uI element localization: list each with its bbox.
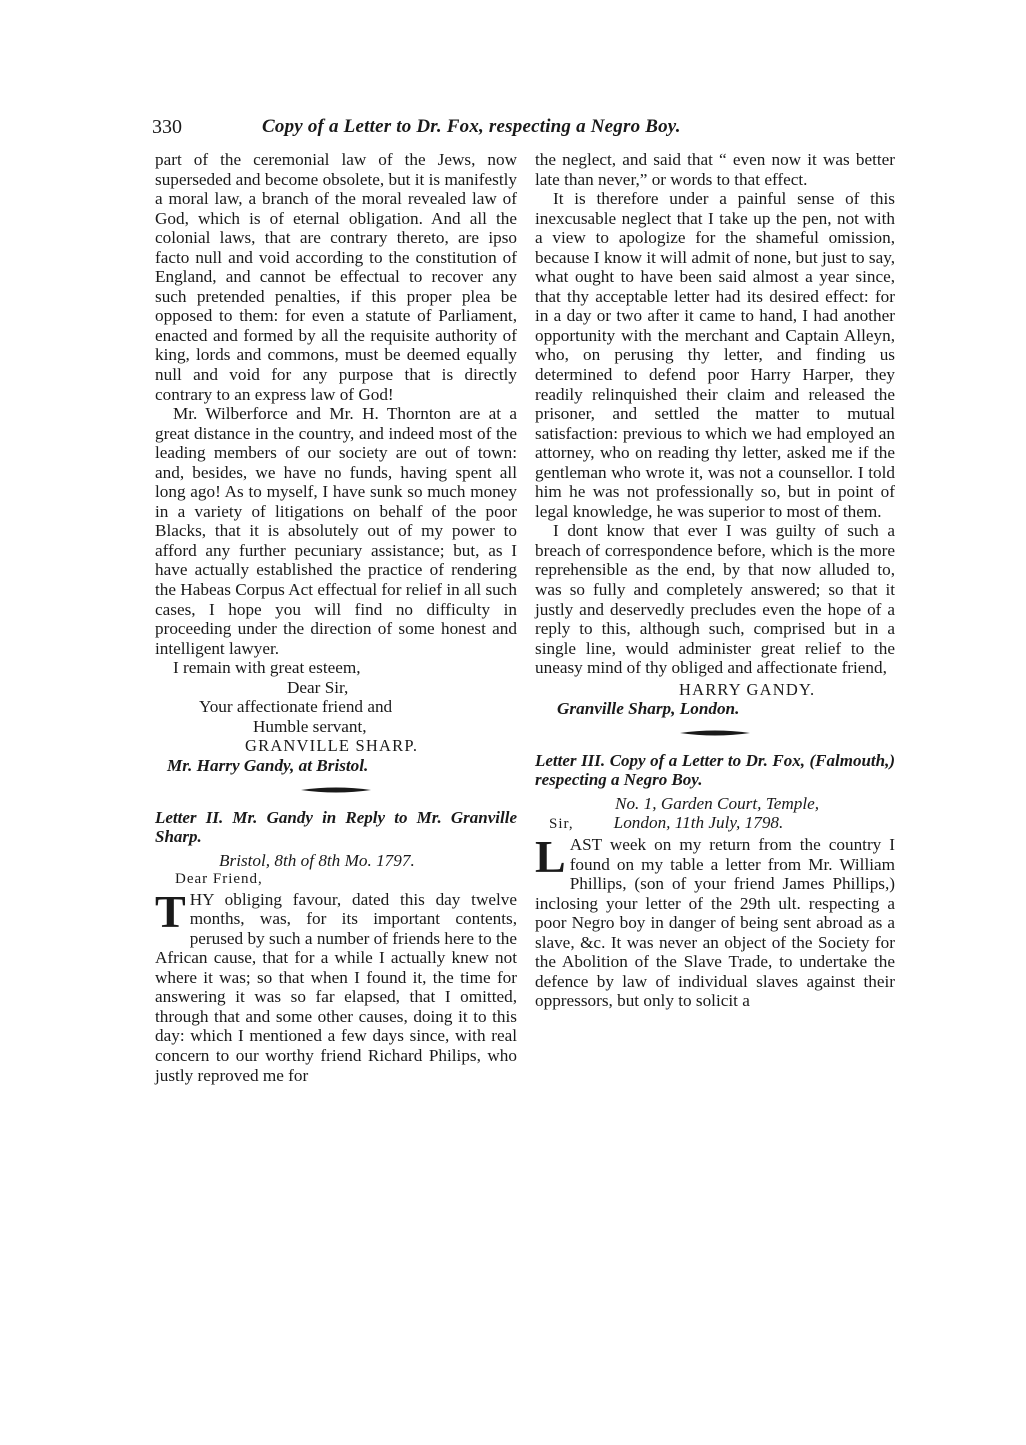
closing-line-1: I remain with great esteem, bbox=[173, 658, 361, 678]
letter-3-para-text: AST week on my return from the country I found on my table a letter from Mr. William Phillips, (son of your friend James Phillips,) inclosing your letter of the 29th ult. respecting a poor Negro boy in danger of being sent abroad as a slave, &c. It was never an object of the Society for the Abolition of the Slave Trade, to undertake the defence by law of individual slaves against their oppressors, but only to solicit a bbox=[535, 834, 895, 1011]
closing-line-4: Humble servant, bbox=[253, 716, 367, 736]
salutation-sir: Sir, bbox=[549, 816, 574, 833]
letter-3-para bbox=[535, 830, 895, 1011]
ornamental-rule-right bbox=[680, 729, 750, 737]
left-para-1: part of the ceremonial law of the Jews, now superseded and become obsolete, but it is manifestly a moral law, a branch of the moral revealed law of God, which is of eternal obligation. And all the colonial laws, that are contrary thereto, are ipso facto null and void according to the constitution of England, and cannot be effectual to recover any such pretended penalties, if this proper plea be opposed to them: for even a statute of Parliament, enacted and formed by all the requisite authority of king, lords and commons, must be deemed equally null and void for any purpose that is directly contrary to an express law of God! bbox=[155, 150, 517, 404]
letter-2-para bbox=[155, 885, 517, 1085]
letter-3-heading-text: Letter III. Copy of a Letter to Dr. Fox, (Falmouth,) respecting a Negro Boy. bbox=[535, 750, 895, 790]
ornamental-rule bbox=[301, 786, 371, 794]
drop-cap-l: L bbox=[535, 830, 566, 882]
right-column bbox=[535, 150, 895, 1011]
letter-3-dateline: London, 11th July, 1798. bbox=[613, 813, 784, 833]
closing-line-3: Your affectionate friend and bbox=[199, 697, 393, 717]
right-address-line: Granville Sharp, London. bbox=[557, 699, 740, 719]
left-para-2: Mr. Wilberforce and Mr. H. Thornton are at a great distance in the country, and indeed most of the leading members of our society are out of town: and, besides, we have no funds, having spent all long ago! As to myself, I have sunk so much money in a variety of litigations on behalf of the poor Blacks, that it is absolutely out of my power to afford any further pecuniary assistance; but, as I have actually established the practice of rendering the Habeas Corpus Act effectual for relief in all such cases, I hope you will find no difficulty in proceeding under the direction of some honest and intelligent lawyer. bbox=[155, 404, 517, 658]
letter-2-heading-text: Letter II. Mr. Gandy in Reply to Mr. Granville Sharp. bbox=[155, 807, 517, 846]
running-title: Copy of a Letter to Dr. Fox, respecting a Negro Boy. bbox=[262, 116, 681, 137]
signature-granville-sharp: GRANVILLE SHARP. bbox=[245, 736, 419, 756]
right-para-1: the neglect, and said that “ even now it was better late than never,” or words to that effect. bbox=[535, 150, 895, 189]
signature-harry-gandy: HARRY GANDY. bbox=[679, 679, 816, 699]
salutation-dear-friend: Dear Friend, bbox=[175, 871, 263, 888]
page-header bbox=[152, 116, 897, 142]
letter-2-dateline: Bristol, 8th of 8th Mo. 1797. bbox=[219, 850, 415, 870]
right-para-2: It is therefore under a painful sense of this inexcusable neglect that I take up the pen, not with a view to apologize for the shameful omission, because I know it will admit of none, but just to say, what ought to have been said almost a year since, that thy acceptable letter had its desired effect: for in a day or two after it came to hand, I had another opportunity with the merchant and Captain Alleyn, who, on perusing thy letter, and finding us determined to defend poor Harry Harper, they readily relinquished their claim and released the prisoner, and settled the matter to mutual satisfaction: previous to which we had employed an attorney, who on reading thy letter, asked me if the gentleman who wrote it, was not a counsellor. I told him he was not professionally so, but in point of legal knowledge, he was superior to most of them. bbox=[535, 189, 895, 521]
letter-3-salutation-row bbox=[535, 813, 895, 835]
letter-3-heading bbox=[535, 751, 895, 790]
right-para-3: I dont know that ever I was guilty of such a breach of correspondence before, which is the more reprehensible as the end, by that now alluded to, was so fully and completely answered; so that it justly and deservedly precludes even the hope of a reply to this, although such, comprised but in a single line, would administer great relief to the uneasy mind of thy obliged and affectionate friend, bbox=[535, 521, 895, 678]
address-line: Mr. Harry Gandy, at Bristol. bbox=[167, 755, 369, 775]
closing-line-2: Dear Sir, bbox=[287, 677, 349, 697]
drop-cap-t: T bbox=[155, 885, 186, 937]
left-column bbox=[155, 150, 517, 1085]
letter-2-heading bbox=[155, 808, 517, 847]
letter-3-address: No. 1, Garden Court, Temple, bbox=[615, 793, 820, 813]
page-number: 330 bbox=[152, 116, 182, 138]
letter-2-para-text: HY obliging favour, dated this day twelve months, was, for its important contents, perused by such a number of friends here to the African cause, that for a while I actually knew not where it was; so that when I found it, the time for answering it was so far elapsed, that I omitted, through that and some other causes, doing it to this day: which I mentioned a few days since, with real concern to our worthy friend Richard Philips, who justly reproved me for bbox=[155, 889, 517, 1085]
